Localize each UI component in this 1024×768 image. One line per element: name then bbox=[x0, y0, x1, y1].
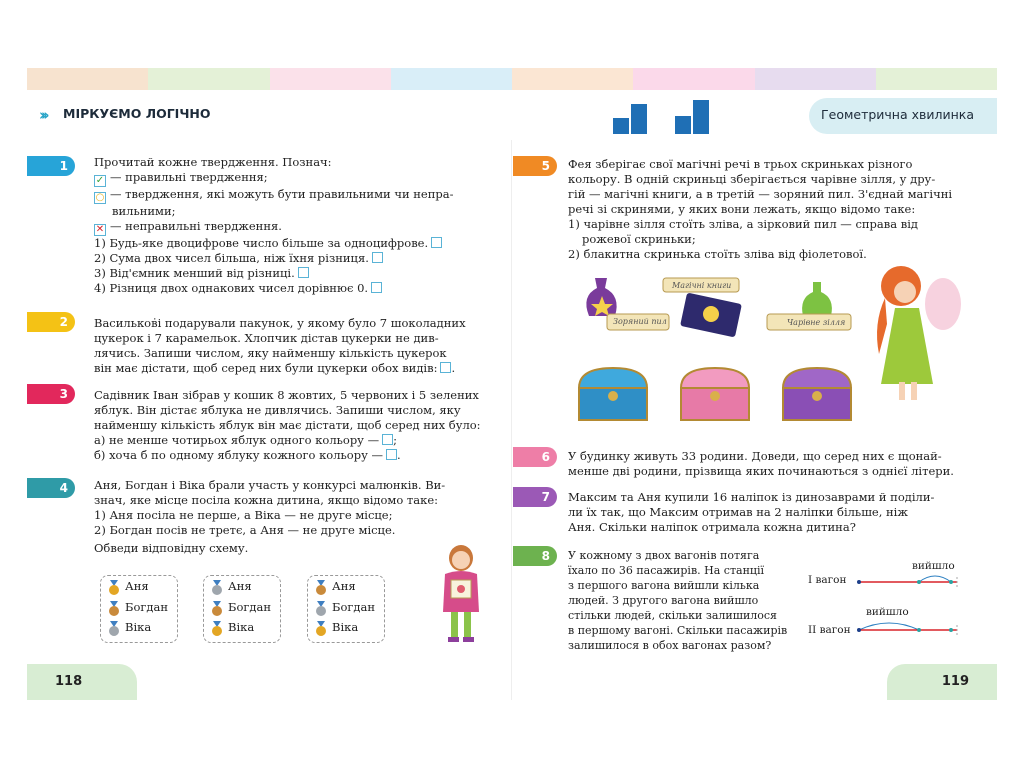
purple-chest-illustration bbox=[779, 364, 855, 424]
answer-box[interactable] bbox=[386, 449, 397, 460]
text-line: Аня. Скільки наліпок отримала кожна дитина? bbox=[568, 520, 856, 534]
task-5 bbox=[568, 157, 988, 262]
task-tab-4: 4 bbox=[27, 478, 75, 498]
text-line: У кожному з двох вагонів потяга bbox=[568, 549, 760, 562]
text-line: найменшу кількість яблук він має дістати, щоб серед них було: bbox=[94, 418, 481, 432]
text-line: рожевої скриньки; bbox=[582, 232, 696, 246]
text-line: а) не менше чотирьох яблук одного кольору — ; bbox=[94, 433, 397, 447]
text-line: стільки людей, скільки залишилося bbox=[568, 609, 777, 622]
task-tab-3: 3 bbox=[27, 384, 75, 404]
silver-medal-icon bbox=[108, 621, 120, 637]
check-icon: ✓ bbox=[95, 175, 105, 186]
scheme-option-1[interactable] bbox=[100, 575, 178, 643]
exited-label-2: вийшло bbox=[866, 606, 909, 618]
text-line: залишилося в обох вагонах разом? bbox=[568, 639, 772, 652]
task-8 bbox=[568, 548, 808, 653]
page-number-left: 118 bbox=[27, 664, 137, 700]
legend-row: ✕ — неправильні твердження. bbox=[95, 219, 282, 235]
text-line: Обведи відповідну схему. bbox=[94, 541, 249, 555]
answer-box[interactable] bbox=[440, 362, 451, 373]
text-line: 2) Богдан посів не третє, а Аня — не друге місце. bbox=[94, 523, 396, 537]
text-line: ли їх так, що Максим отримав на 2 наліпки більше, ніж bbox=[568, 505, 908, 519]
text-line: б) хоча б по одному яблуку кожного кольору — . bbox=[94, 448, 401, 462]
task-1-intro: Прочитай кожне твердження. Познач: bbox=[94, 155, 332, 169]
bronze-medal-icon bbox=[315, 580, 327, 596]
strip-segment bbox=[27, 68, 148, 90]
scheme-name: Аня bbox=[125, 579, 149, 593]
answer-box[interactable] bbox=[298, 267, 309, 278]
cross-icon: ✕ bbox=[95, 224, 105, 235]
wagon-2-segment-diagram bbox=[857, 614, 962, 640]
strip-segment bbox=[876, 68, 997, 90]
text-line: людей. З другого вагона вийшло bbox=[568, 594, 759, 607]
silver-medal-icon bbox=[211, 580, 223, 596]
silver-medal-icon bbox=[315, 601, 327, 617]
strip-segment bbox=[270, 68, 391, 90]
statement: 3) Від'ємник менший від різниці. bbox=[94, 266, 494, 281]
strip-segment bbox=[512, 68, 633, 90]
statement: 2) Сума двох чисел більша, ніж їхня різниця. bbox=[94, 251, 494, 266]
text-line: У будинку живуть 33 родини. Доведи, що серед них є щонай- bbox=[568, 449, 942, 463]
text-line: Максим та Аня купили 16 наліпок із динозаврами й поділи- bbox=[568, 490, 935, 504]
text-line: лячись. Запиши числом, яку найменшу кількість цукерок bbox=[94, 346, 447, 360]
pink-chest-illustration bbox=[677, 364, 753, 424]
text-line: гій — магічні книги, а в третій — зоряний пил. З'єднай магічні bbox=[568, 187, 953, 201]
text-line: їхало по 36 пасажирів. На станції bbox=[568, 564, 765, 577]
task-tab-7: 7 bbox=[513, 487, 557, 507]
scheme-name: Віка bbox=[228, 620, 255, 634]
text-line: кольору. В одній скриньці зберігається чарівне зілля, у дру- bbox=[568, 172, 936, 186]
textbook-spread bbox=[27, 68, 997, 700]
task-tab-6: 6 bbox=[513, 447, 557, 467]
scheme-name: Віка bbox=[125, 620, 152, 634]
text-line: Фея зберігає свої магічні речі в трьох скриньках різного bbox=[568, 157, 913, 171]
scheme-option-3[interactable] bbox=[307, 575, 385, 643]
fairy-illustration bbox=[865, 264, 965, 406]
gold-medal-icon bbox=[211, 621, 223, 637]
strip-segment bbox=[755, 68, 876, 90]
text-line: цукерок і 7 карамельок. Хлопчик дістав цукерки не див- bbox=[94, 331, 439, 345]
page-number-right: 119 bbox=[887, 664, 997, 700]
answer-box[interactable] bbox=[382, 434, 393, 445]
scheme-name: Аня bbox=[332, 579, 356, 593]
wagon-1-label: І вагон bbox=[808, 574, 847, 586]
text-line: яблук. Він дістає яблука не дивлячись. Запиши числом, яку bbox=[94, 403, 461, 417]
answer-box[interactable] bbox=[431, 237, 442, 248]
magic-potion-illustration bbox=[763, 278, 863, 338]
task-tab-2: 2 bbox=[27, 312, 75, 332]
scheme-name: Богдан bbox=[332, 600, 376, 614]
item-label-magic-potion: Чарівне зілля bbox=[787, 318, 846, 327]
bar-chart-icon bbox=[609, 96, 719, 138]
text-line: 1) Аня посіла не перше, а Віка — не друге місце; bbox=[94, 508, 393, 522]
item-label-star-dust: Зоряний пил bbox=[613, 317, 667, 326]
text-line: Аня, Богдан і Віка брали участь у конкурсі малюнків. Ви- bbox=[94, 478, 446, 492]
chevron-icon: ››› bbox=[39, 106, 46, 124]
text-line: він має дістати, щоб серед них були цукерки обох видів: . bbox=[94, 361, 456, 375]
text-line: менше дві родини, прізвища яких починаються з однієї літери. bbox=[568, 464, 954, 478]
legend-row: ✓ — правильні твердження; bbox=[95, 170, 268, 186]
text-line: знач, яке місце посіла кожна дитина, якщо відомо таке: bbox=[94, 493, 439, 507]
statement: 1) Будь-яке двоцифрове число більше за одноцифрове. bbox=[94, 236, 494, 251]
text-line: 1) чарівне зілля стоїть зліва, а зірковий пил — справа від bbox=[568, 217, 918, 231]
task-7 bbox=[568, 490, 988, 535]
girl-with-drawing-illustration bbox=[431, 544, 491, 644]
blue-chest-illustration bbox=[575, 364, 651, 424]
wagon-1-segment-diagram bbox=[857, 568, 962, 592]
task-1 bbox=[94, 155, 494, 296]
circle-icon: ○ bbox=[95, 192, 105, 203]
statement: 4) Різниця двох однакових чисел дорівнює 0. bbox=[94, 281, 494, 296]
strip-segment bbox=[391, 68, 512, 90]
scheme-name: Віка bbox=[332, 620, 359, 634]
gold-medal-icon bbox=[108, 580, 120, 596]
task-6 bbox=[568, 449, 988, 479]
bronze-medal-icon bbox=[211, 601, 223, 617]
text-line: речі зі скринями, у яких вони лежать, якщо відомо таке: bbox=[568, 202, 916, 216]
answer-box[interactable] bbox=[372, 252, 383, 263]
text-line: Васильков̇і подарували пакунок, у якому було 7 шоколадних bbox=[94, 316, 466, 330]
task-tab-5: 5 bbox=[513, 156, 557, 176]
strip-segment bbox=[633, 68, 754, 90]
item-label-magic-books: Магічні книги bbox=[672, 281, 732, 290]
text-line: в першому вагоні. Скільки пасажирів bbox=[568, 624, 788, 637]
answer-box[interactable] bbox=[371, 282, 382, 293]
scheme-name: Богдан bbox=[228, 600, 272, 614]
right-header bbox=[809, 98, 997, 134]
legend-row: вильними; bbox=[112, 204, 176, 218]
exited-label-1: вийшло bbox=[912, 560, 955, 572]
task-tab-8: 8 bbox=[513, 546, 557, 566]
scheme-option-2[interactable] bbox=[203, 575, 281, 643]
page-divider bbox=[511, 140, 512, 700]
text-line: 2) блакитна скринька стоїть зліва від фіолетової. bbox=[568, 247, 867, 261]
task-tab-1: 1 bbox=[27, 156, 75, 176]
task-3 bbox=[94, 388, 494, 463]
scheme-name: Богдан bbox=[125, 600, 169, 614]
scheme-name: Аня bbox=[228, 579, 252, 593]
right-header-title: Геометрична хвилинка bbox=[821, 107, 974, 122]
strip-segment bbox=[148, 68, 269, 90]
text-line: Садівник Іван зібрав у кошик 8 жовтих, 5 червоних і 5 зелених bbox=[94, 388, 479, 402]
text-line: з першого вагона вийшли кілька bbox=[568, 579, 760, 592]
task-2 bbox=[94, 316, 494, 376]
legend-row: ○ — твердження, які можуть бути правильними чи непра- bbox=[95, 187, 454, 203]
bronze-medal-icon bbox=[108, 601, 120, 617]
section-title: МІРКУЄМО ЛОГІЧНО bbox=[63, 106, 211, 121]
wagon-2-label: ІІ вагон bbox=[808, 624, 851, 636]
color-strip bbox=[27, 68, 997, 90]
gold-medal-icon bbox=[315, 621, 327, 637]
